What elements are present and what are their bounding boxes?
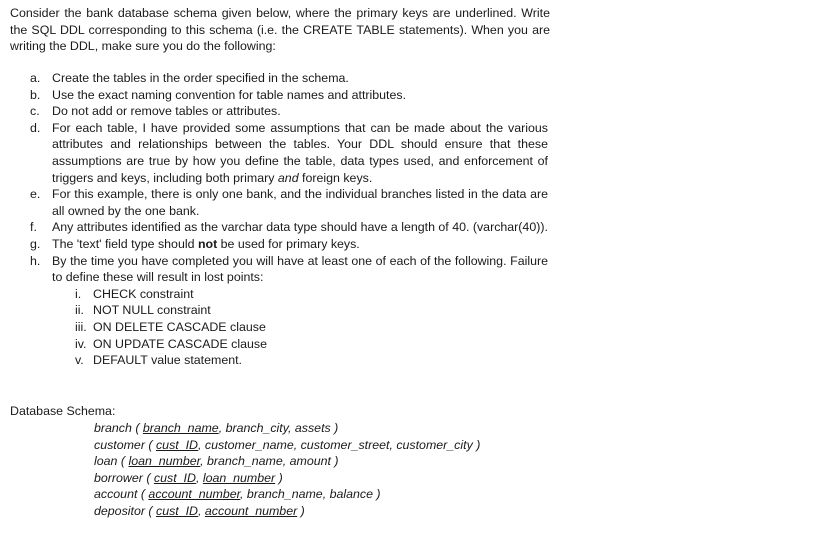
table-name: branch — [94, 421, 132, 435]
item-text-part: The 'text' field type should — [52, 236, 198, 251]
schema-heading: Database Schema: — [10, 404, 116, 418]
list-item-g — [30, 236, 548, 253]
item-marker: d. — [30, 120, 41, 135]
list-item-e — [30, 186, 548, 219]
item-marker: a. — [30, 71, 41, 85]
table-name: loan — [94, 454, 118, 469]
sub-item-text: ON DELETE CASCADE clause — [93, 319, 266, 334]
item-text-part: be used for primary keys. — [217, 236, 360, 251]
instruction-list — [30, 70, 548, 369]
table-name: customer — [94, 437, 145, 452]
sub-item-text: CHECK constraint — [93, 286, 194, 301]
table-name: account — [94, 487, 138, 502]
sub-item-ii — [52, 302, 548, 319]
sub-item-iii — [52, 319, 548, 336]
primary-key: account_number — [148, 487, 241, 502]
item-marker: e. — [30, 187, 41, 202]
list-item-h — [30, 253, 548, 286]
table-name: borrower — [94, 470, 143, 485]
list-item-d — [30, 120, 548, 186]
table-name: depositor — [94, 503, 145, 518]
sub-item-text: DEFAULT value statement. — [93, 353, 242, 368]
primary-key: cust_ID — [153, 470, 196, 485]
item-text — [52, 120, 548, 186]
schema-line-branch: branch ( branch_name, branch_city, assets ) — [94, 421, 339, 435]
item-marker: c. — [30, 104, 40, 119]
item-text: Create the tables in the order specified in the schema. — [52, 71, 349, 85]
sub-item-marker: ii. — [75, 303, 84, 318]
item-text: Use the exact naming convention for table names and attributes. — [52, 87, 407, 102]
item-text: Any attributes identified as the varchar data type should have a length of 40. (varchar(40)). — [52, 220, 548, 235]
sub-item-marker: iii. — [75, 319, 87, 334]
sub-item-i — [52, 286, 548, 303]
list-item-c — [30, 103, 548, 120]
item-marker: b. — [30, 87, 41, 102]
schema-line-borrower: borrower ( cust_ID, loan_number ) — [94, 470, 283, 485]
primary-key: branch_name — [142, 421, 219, 435]
sub-item-text: ON UPDATE CASCADE clause — [93, 336, 267, 351]
sub-item-iv — [52, 336, 548, 353]
primary-key: loan_number — [128, 454, 201, 469]
sub-item-marker: i. — [75, 286, 82, 301]
item-text: Do not add or remove tables or attributes. — [52, 104, 281, 119]
primary-key: cust_ID — [156, 503, 199, 518]
primary-key: account_number — [204, 503, 298, 518]
primary-key: loan_number — [202, 470, 276, 485]
item-text-part: foreign keys. — [298, 170, 373, 185]
schema-line-depositor: depositor ( cust_ID, account_number ) — [94, 503, 305, 518]
list-item-f — [30, 219, 548, 236]
sub-item-marker: v. — [75, 353, 84, 368]
primary-key: cust_ID — [155, 437, 198, 452]
item-marker: g. — [30, 236, 41, 251]
item-text-part: For each table, I have provided some assumptions that can be made about the various attributes and relationships between the tables. Your DDL should ensure that these assumptions are true by how you define the table, data types used, and enforcement of triggers and keys, including both primary — [52, 120, 548, 185]
schema-line-customer: customer ( cust_ID, customer_name, customer_street, customer_city ) — [94, 437, 481, 452]
item-text: For this example, there is only one bank, and the individual branches listed in the data are all owned by the one bank. — [52, 187, 548, 218]
sub-list — [52, 286, 548, 369]
schema-line-loan: loan ( loan_number, branch_name, amount ) — [94, 454, 339, 469]
schema-line-account: account ( account_number, branch_name, balance ) — [94, 487, 381, 502]
item-marker: f. — [30, 220, 37, 235]
item-marker: h. — [30, 253, 41, 268]
item-text-emphasis: not — [197, 236, 218, 251]
list-item-b — [30, 87, 548, 104]
list-item-a — [30, 70, 548, 87]
sub-item-v — [52, 352, 548, 369]
database-schema — [94, 420, 480, 520]
sub-item-marker: iv. — [75, 336, 87, 351]
item-text-emphasis: and — [277, 170, 299, 185]
intro-paragraph: Consider the bank database schema given below, where the primary keys are underlined. Write the SQL DDL corresponding to this schema (i.e. the CREATE TABLE statements). When you are writing the DDL, make sure you do the following: — [10, 6, 550, 54]
item-text: By the time you have completed you will have at least one of each of the following. Failure to define these will result in lost points: — [52, 253, 548, 285]
sub-item-text: NOT NULL constraint — [93, 303, 211, 318]
item-text — [52, 236, 548, 253]
